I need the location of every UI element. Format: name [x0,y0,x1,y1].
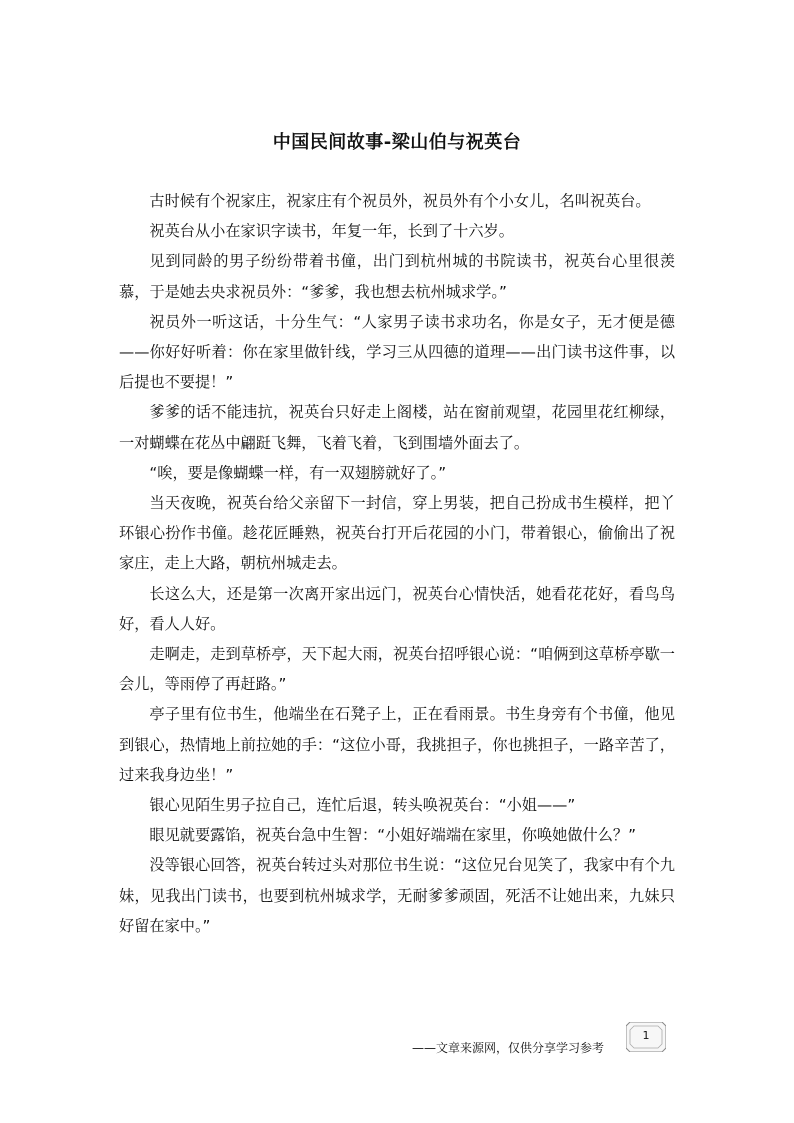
paragraph: 见到同龄的男子纷纷带着书僮，出门到杭州城的书院读书，祝英台心里很羡慕，于是她去央求祝员外：“爹爹，我也想去杭州城求学。” [119,252,675,301]
paragraph: 当天夜晚，祝英台给父亲留下一封信，穿上男装，把自己扮成书生模样，把丫环银心扮作书僮。趁花匠睡熟，祝英台打开后花园的小门，带着银心，偷偷出了祝家庄，走上大路，朝杭州城走去。 [119,494,675,573]
page-number-badge [626,1022,666,1052]
paragraph: 银心见陌生男子拉自己，连忙后退，转头唤祝英台：“小姐——” [149,796,576,815]
paragraph: 祝英台从小在家识字读书，年复一年，长到了十六岁。 [149,222,514,241]
paragraph: “唉，要是像蝴蝶一样，有一双翅膀就好了。” [149,463,447,482]
page-number: 1 [642,1029,650,1042]
footer-source-note: ——文章来源网，仅供分享学习参考 [412,1041,605,1055]
document-body [119,186,675,941]
paragraph: 亭子里有位书生，他端坐在石凳子上，正在看雨景。书生身旁有个书僮，他见到银心，热情地上前拉她的手：“这位小哥，我挑担子，你也挑担子，一路辛苦了，过来我身边坐！” [119,705,675,784]
paragraph: 长这么大，还是第一次离开家出远门，祝英台心情快活，她看花花好，看鸟鸟好，看人人好。 [119,584,675,633]
paragraph: 没等银心回答，祝英台转过头对那位书生说：“这位兄台见笑了，我家中有个九妹，见我出门读书，也要到杭州城求学，无耐爹爹顽固，死活不让她出来，九妹只好留在家中。” [119,856,675,935]
document-title: 中国民间故事-梁山伯与祝英台 [272,132,522,153]
paragraph: 爹爹的话不能违抗，祝英台只好走上阁楼，站在窗前观望，花园里花红柳绿，一对蝴蝶在花丛中翩跹飞舞，飞着飞着，飞到围墙外面去了。 [119,403,675,452]
paragraph: 眼见就要露馅，祝英台急中生智：“小姐好端端在家里，你唤她做什么？” [149,826,636,845]
paragraph: 古时候有个祝家庄，祝家庄有个祝员外，祝员外有个小女儿，名叫祝英台。 [149,192,651,210]
paragraph: 祝员外一听这话，十分生气：“人家男子读书求功名，你是女子，无才便是德——你好好听着：你在家里做针线，学习三从四德的道理——出门读书这件事，以后提也不要提！” [119,312,675,392]
paragraph: 走啊走，走到草桥亭，天下起大雨，祝英台招呼银心说：“咱俩到这草桥亭歇一会儿，等雨停了再赶路。” [119,645,675,694]
